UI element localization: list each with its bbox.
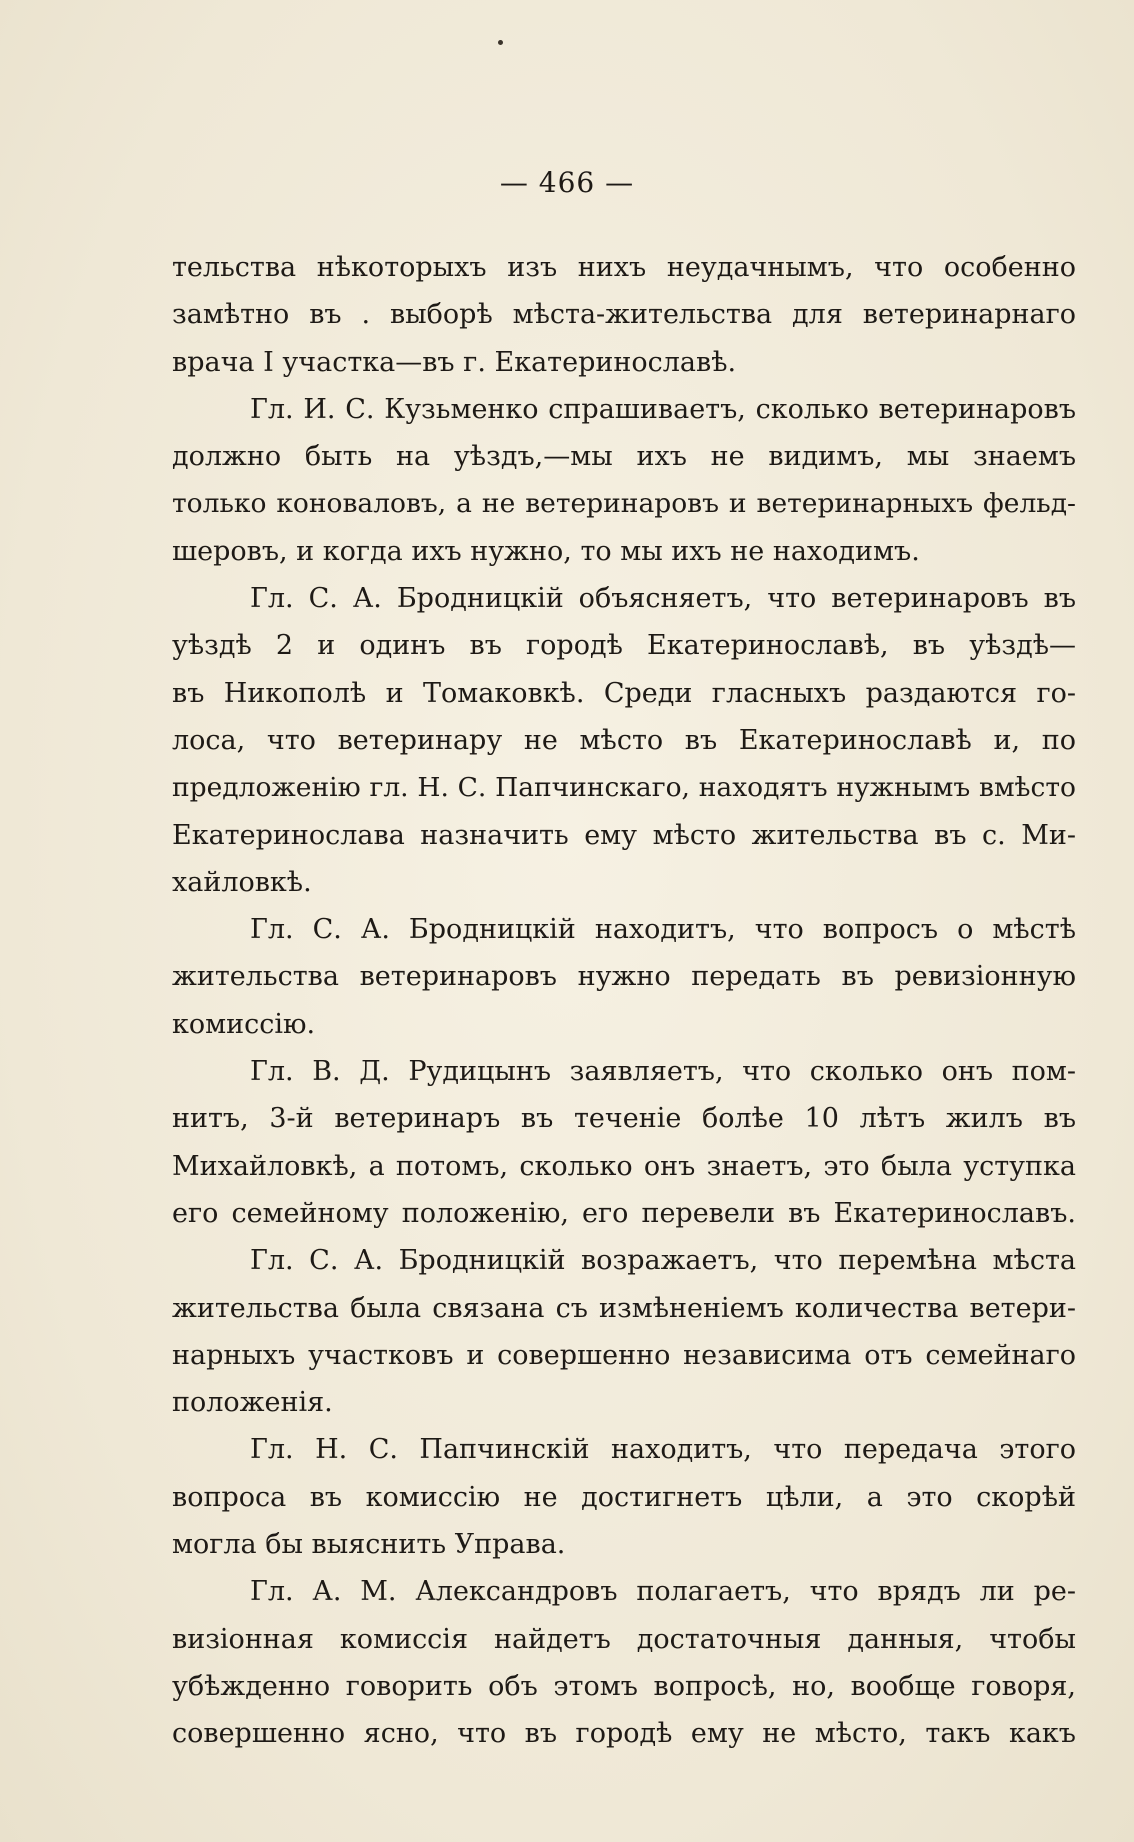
text-line: нарныхъ участковъ и совершенно независима отъ семейнаго xyxy=(172,1339,1076,1371)
text-line: Гл. В. Д. Рудицынъ заявляетъ, что сколько онъ пом- xyxy=(250,1056,1076,1088)
text-line: нитъ, 3-й ветеринаръ въ теченіе болѣе 10 лѣтъ жилъ въ xyxy=(172,1103,1076,1135)
text-line: Михайловкѣ, а потомъ, сколько онъ знаетъ, это была уступка xyxy=(172,1150,1076,1182)
text-line: положенія. xyxy=(172,1387,333,1419)
page-number: — 466 — xyxy=(499,166,635,199)
text-line: предложенію гл. Н. С. Папчинскаго, находятъ нужнымъ вмѣсто xyxy=(172,772,1076,804)
text-line: комиссію. xyxy=(172,1008,316,1040)
text-line: совершенно ясно, что въ городѣ ему не мѣсто, такъ какъ xyxy=(172,1718,1076,1750)
text-line: должно быть на уѣздъ,—мы ихъ не видимъ, мы знаемъ xyxy=(172,441,1076,473)
text-line: Гл. С. А. Бродницкій возражаетъ, что перемѣна мѣста xyxy=(250,1245,1076,1277)
text-line: Гл. И. С. Кузьменко спрашиваетъ, сколько ветеринаровъ xyxy=(250,393,1076,425)
text-line: Гл. С. А. Бродницкій объясняетъ, что ветеринаровъ въ xyxy=(250,583,1076,615)
text-line: жительства ветеринаровъ нужно передать въ ревизіонную xyxy=(172,961,1076,993)
text-line: лоса, что ветеринару не мѣсто въ Екатеринославѣ и, по xyxy=(172,724,1076,756)
text-line: тельства нѣкоторыхъ изъ нихъ неудачнымъ, что особенно xyxy=(172,252,1076,283)
text-line: хайловкѣ. xyxy=(172,866,312,898)
text-line: вопроса въ комиссію не достигнетъ цѣли, а это скорѣй xyxy=(172,1481,1076,1513)
text-line: только коноваловъ, а не ветеринаровъ и ветеринарныхъ фельд- xyxy=(172,488,1076,520)
body-text xyxy=(172,244,1076,1758)
text-line: Гл. Н. С. Папчинскій находитъ, что передача этого xyxy=(250,1434,1076,1466)
text-line: шеровъ, и когда ихъ нужно, то мы ихъ не находимъ. xyxy=(172,535,920,567)
text-line: уѣздѣ 2 и одинъ въ городѣ Екатеринославѣ, въ уѣздѣ— xyxy=(172,630,1076,662)
text-line: Екатеринослава назначить ему мѣсто жительства въ с. Ми- xyxy=(172,819,1076,851)
text-line: Гл. С. А. Бродницкій находитъ, что вопросъ о мѣстѣ xyxy=(250,914,1076,946)
text-line: врача I участка—въ г. Екатеринославѣ. xyxy=(172,346,737,378)
text-line: визіонная комиссія найдетъ достаточныя данныя, чтобы xyxy=(172,1623,1076,1655)
text-line: убѣжденно говорить объ этомъ вопросѣ, но, вообще говоря, xyxy=(172,1670,1076,1702)
ink-dot xyxy=(498,40,503,45)
text-line: жительства была связана съ измѣненіемъ количества ветери- xyxy=(172,1292,1076,1324)
text-line: замѣтно въ . выборѣ мѣста-жительства для ветеринарнаго xyxy=(172,299,1076,331)
text-line: его семейному положенію, его перевели въ Екатеринославъ. xyxy=(172,1197,1076,1229)
text-line: Гл. А. М. Александровъ полагаетъ, что врядъ ли ре- xyxy=(250,1576,1076,1608)
text-line: могла бы выяснить Управа. xyxy=(172,1529,566,1561)
text-line: въ Никополѣ и Томаковкѣ. Среди гласныхъ раздаются го- xyxy=(172,677,1076,709)
